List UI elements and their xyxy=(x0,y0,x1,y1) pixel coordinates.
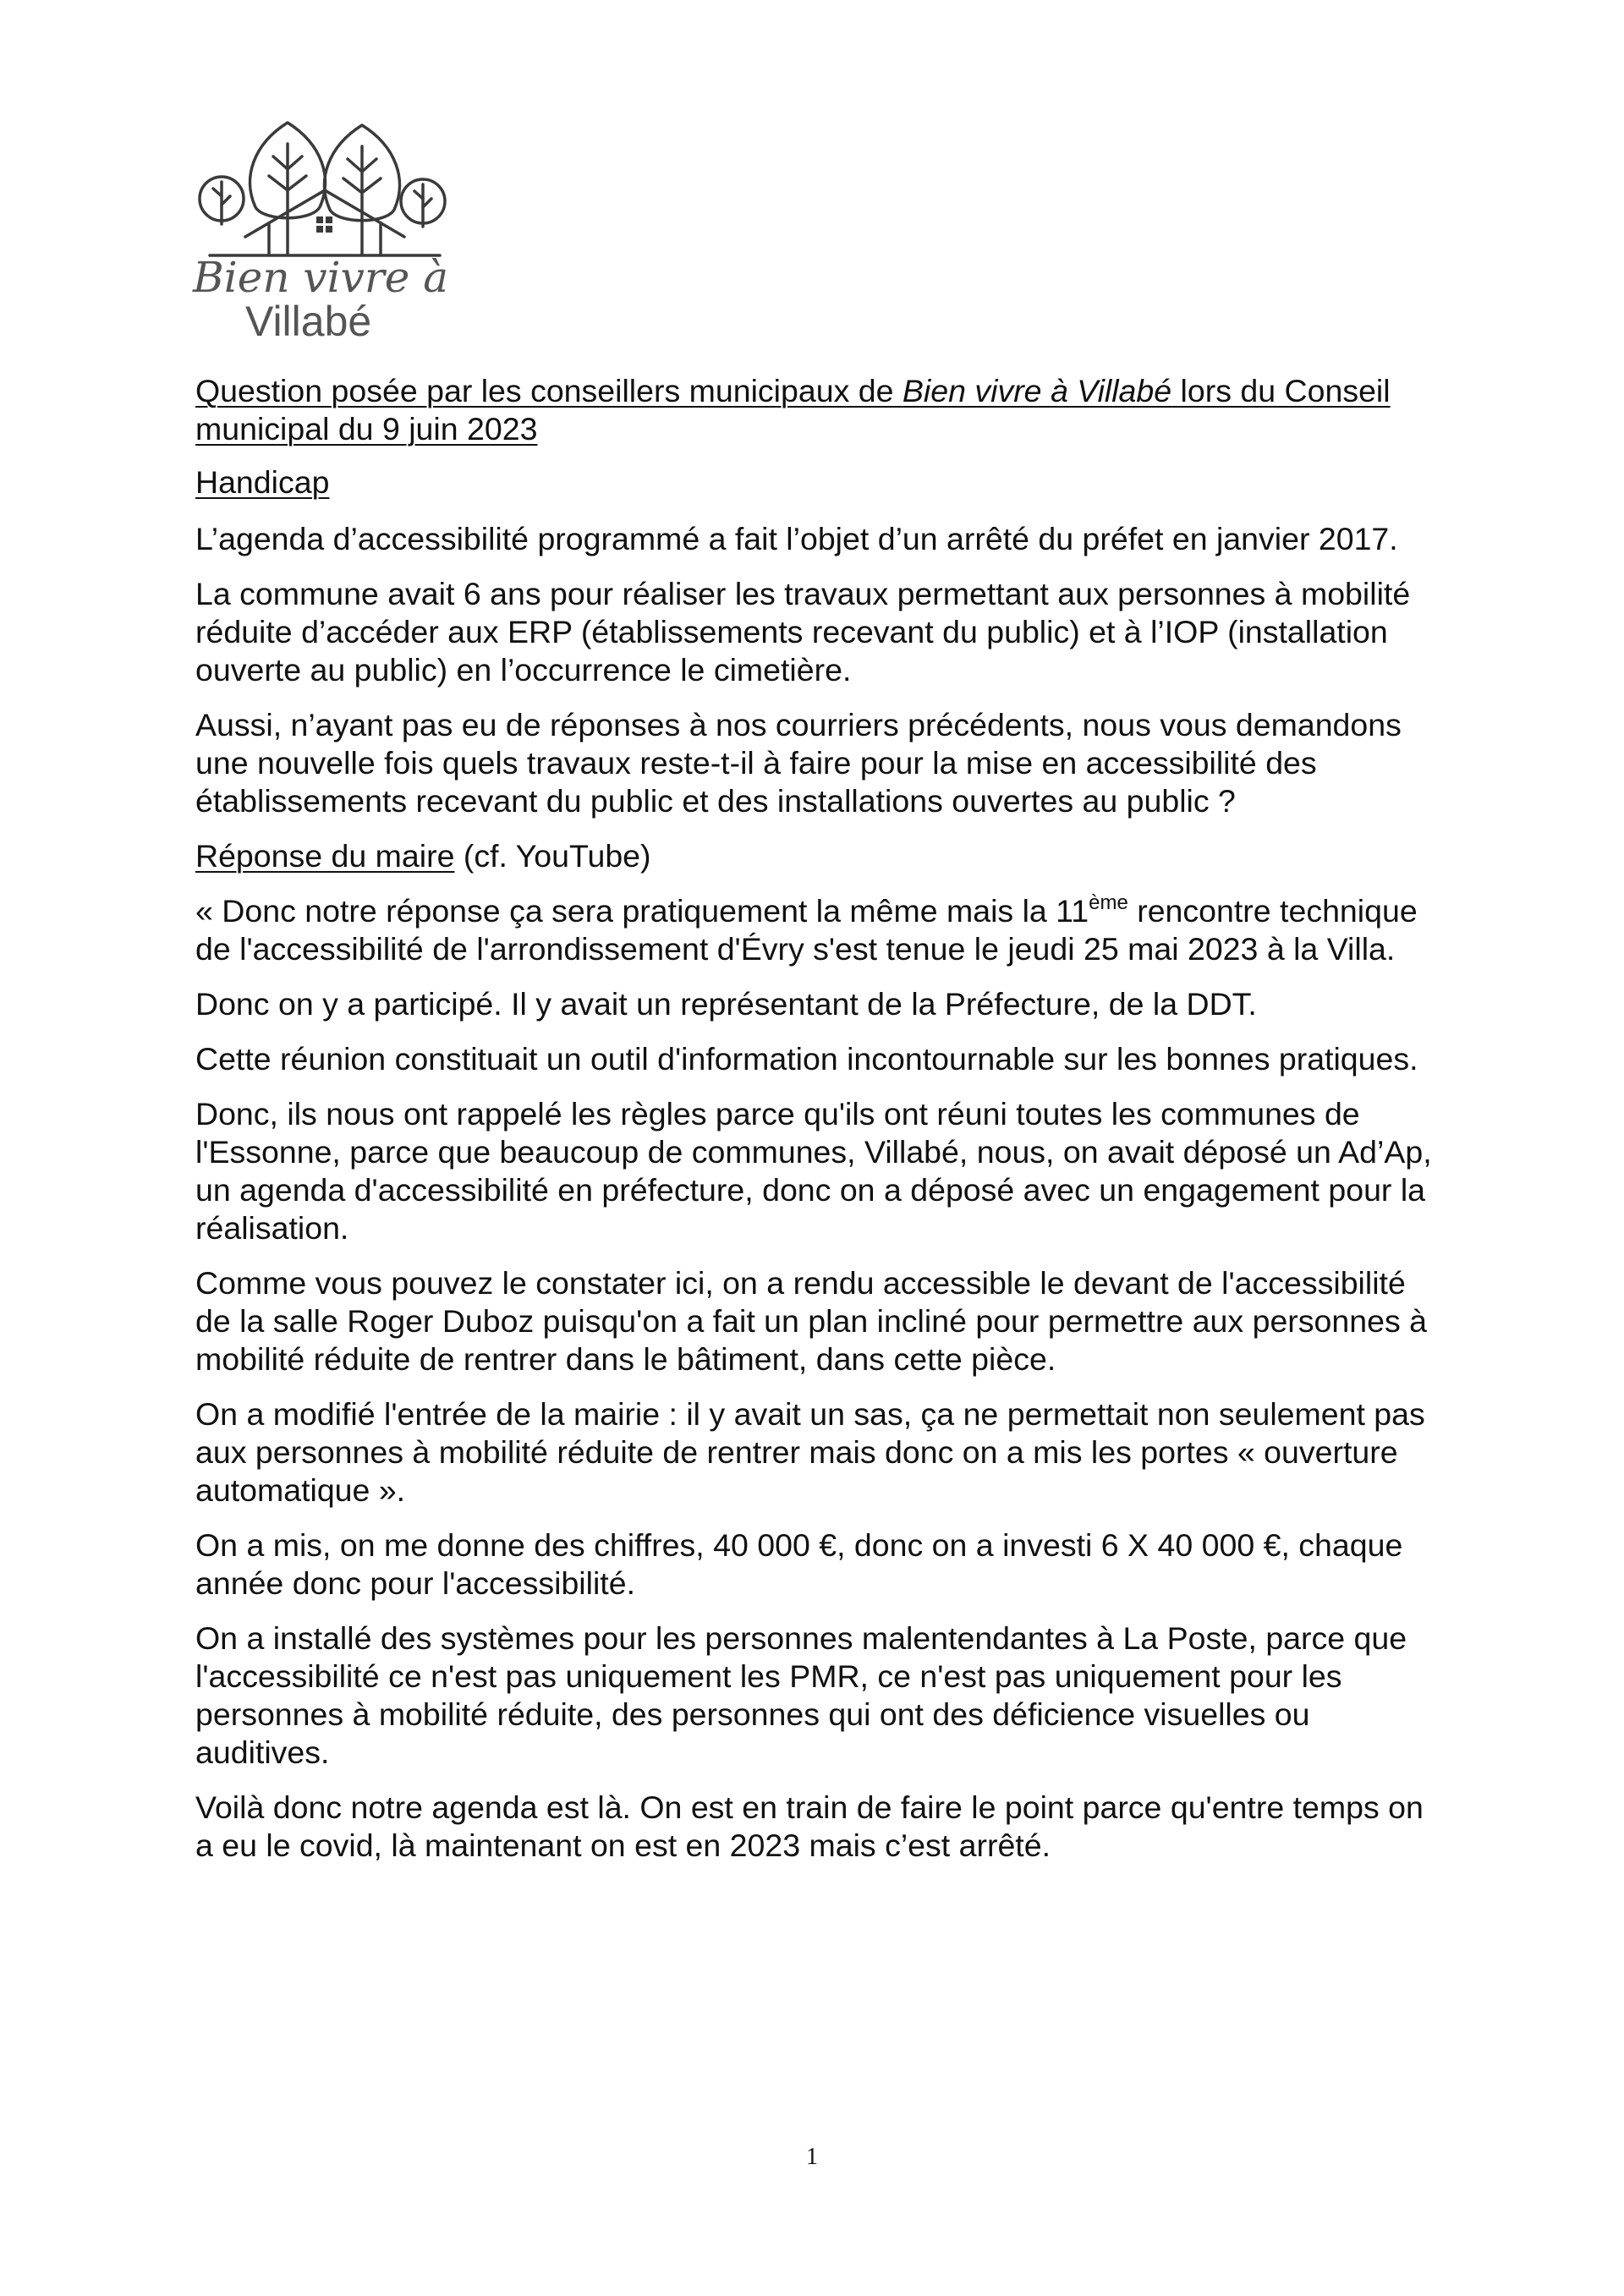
quote-1-after: rencontre technique de l'accessibilité de l'arrondissement d'Évry s'est tenue le jeudi 25 mai 2023 à la Villa. xyxy=(195,893,1418,967)
response-heading xyxy=(195,837,1447,875)
quote-1-before: « Donc notre réponse ça sera pratiquement la même mais la 11 xyxy=(195,893,1089,929)
logo-text-line2: Villabé xyxy=(245,298,372,345)
quote-paragraph-1 xyxy=(195,892,1447,968)
response-label: Réponse du maire xyxy=(195,838,455,874)
section-title-text: Handicap xyxy=(195,464,330,500)
quote-1-superscript: ème xyxy=(1089,890,1128,914)
quote-paragraph-6: On a modifié l'entrée de la mairie : il y avait un sas, ça ne permettait non seulement pas aux personnes à mobilité réduite de rentrer mais donc on a mis les portes « ouverture automatique ». xyxy=(195,1396,1425,1508)
quote-paragraph-8: On a installé des systèmes pour les personnes malentendantes à La Poste, parce que l'accessibilité ce n'est pas uniquement les PMR, ce n'est pas uniquement pour les personnes à mobilité réduite, des personnes qui ont des déficience visuelles ou auditives. xyxy=(195,1620,1407,1770)
paragraph-agenda: L’agenda d’accessibilité programmé a fait l’objet d’un arrêté du préfet en janvier 2017. xyxy=(195,521,1398,556)
document-body xyxy=(195,372,1447,1882)
response-source: (cf. YouTube) xyxy=(454,838,651,874)
paragraph-commune: La commune avait 6 ans pour réaliser les travaux permettant aux personnes à mobilité réduite d’accéder aux ERP (établissements recevant du public) et à l’IOP (installation ouverte au public) en l’occurrence le cimetière. xyxy=(195,576,1411,688)
paragraph-question: Aussi, n’ayant pas eu de réponses à nos courriers précédents, nous vous demandons une nouvelle fois quels travaux reste-t-il à faire pour la mise en accessibilité des établissements recevant du public et des installations ouvertes au public ? xyxy=(195,707,1402,819)
page-number: 1 xyxy=(806,2144,818,2170)
section-title xyxy=(195,463,1447,501)
quote-paragraph-4: Donc, ils nous ont rappelé les règles parce qu'ils ont réuni toutes les communes de l'Essonne, parce que beaucoup de communes, Villabé, nous, on avait déposé un Ad’Ap, un agenda d'accessibilité en préfecture, donc on a déposé avec un engagement pour la réalisation. xyxy=(195,1096,1432,1246)
document-heading xyxy=(195,372,1447,448)
quote-paragraph-3: Cette réunion constituait un outil d'information incontournable sur les bonnes pratiques. xyxy=(195,1041,1418,1077)
quote-paragraph-5: Comme vous pouvez le constater ici, on a rendu accessible le devant de l'accessibilité de la salle Roger Duboz puisqu'on a fait un plan incliné pour permettre aux personnes à mobilité réduite de rentrer dans le bâtiment, dans cette pièce. xyxy=(195,1265,1427,1377)
heading-organization: Bien vivre à Villabé xyxy=(902,373,1172,408)
quote-paragraph-9: Voilà donc notre agenda est là. On est en train de faire le point parce qu'entre temps on a eu le covid, là maintenant on est en 2023 mais c’est arrêté. xyxy=(195,1789,1424,1863)
heading-part1: Question posée par les conseillers municipaux de xyxy=(195,373,903,408)
quote-paragraph-7: On a mis, on me donne des chiffres, 40 000 €, donc on a investi 6 X 40 000 €, chaque année donc pour l'accessibilité. xyxy=(195,1527,1403,1601)
heading-part2: lors du Conseil municipal du 9 juin 2023 xyxy=(195,373,1391,447)
logo-text-line1: Bien vivre à xyxy=(193,253,449,302)
organization-logo xyxy=(193,118,464,347)
quote-paragraph-2: Donc on y a participé. Il y avait un représentant de la Préfecture, de la DDT. xyxy=(195,986,1257,1022)
